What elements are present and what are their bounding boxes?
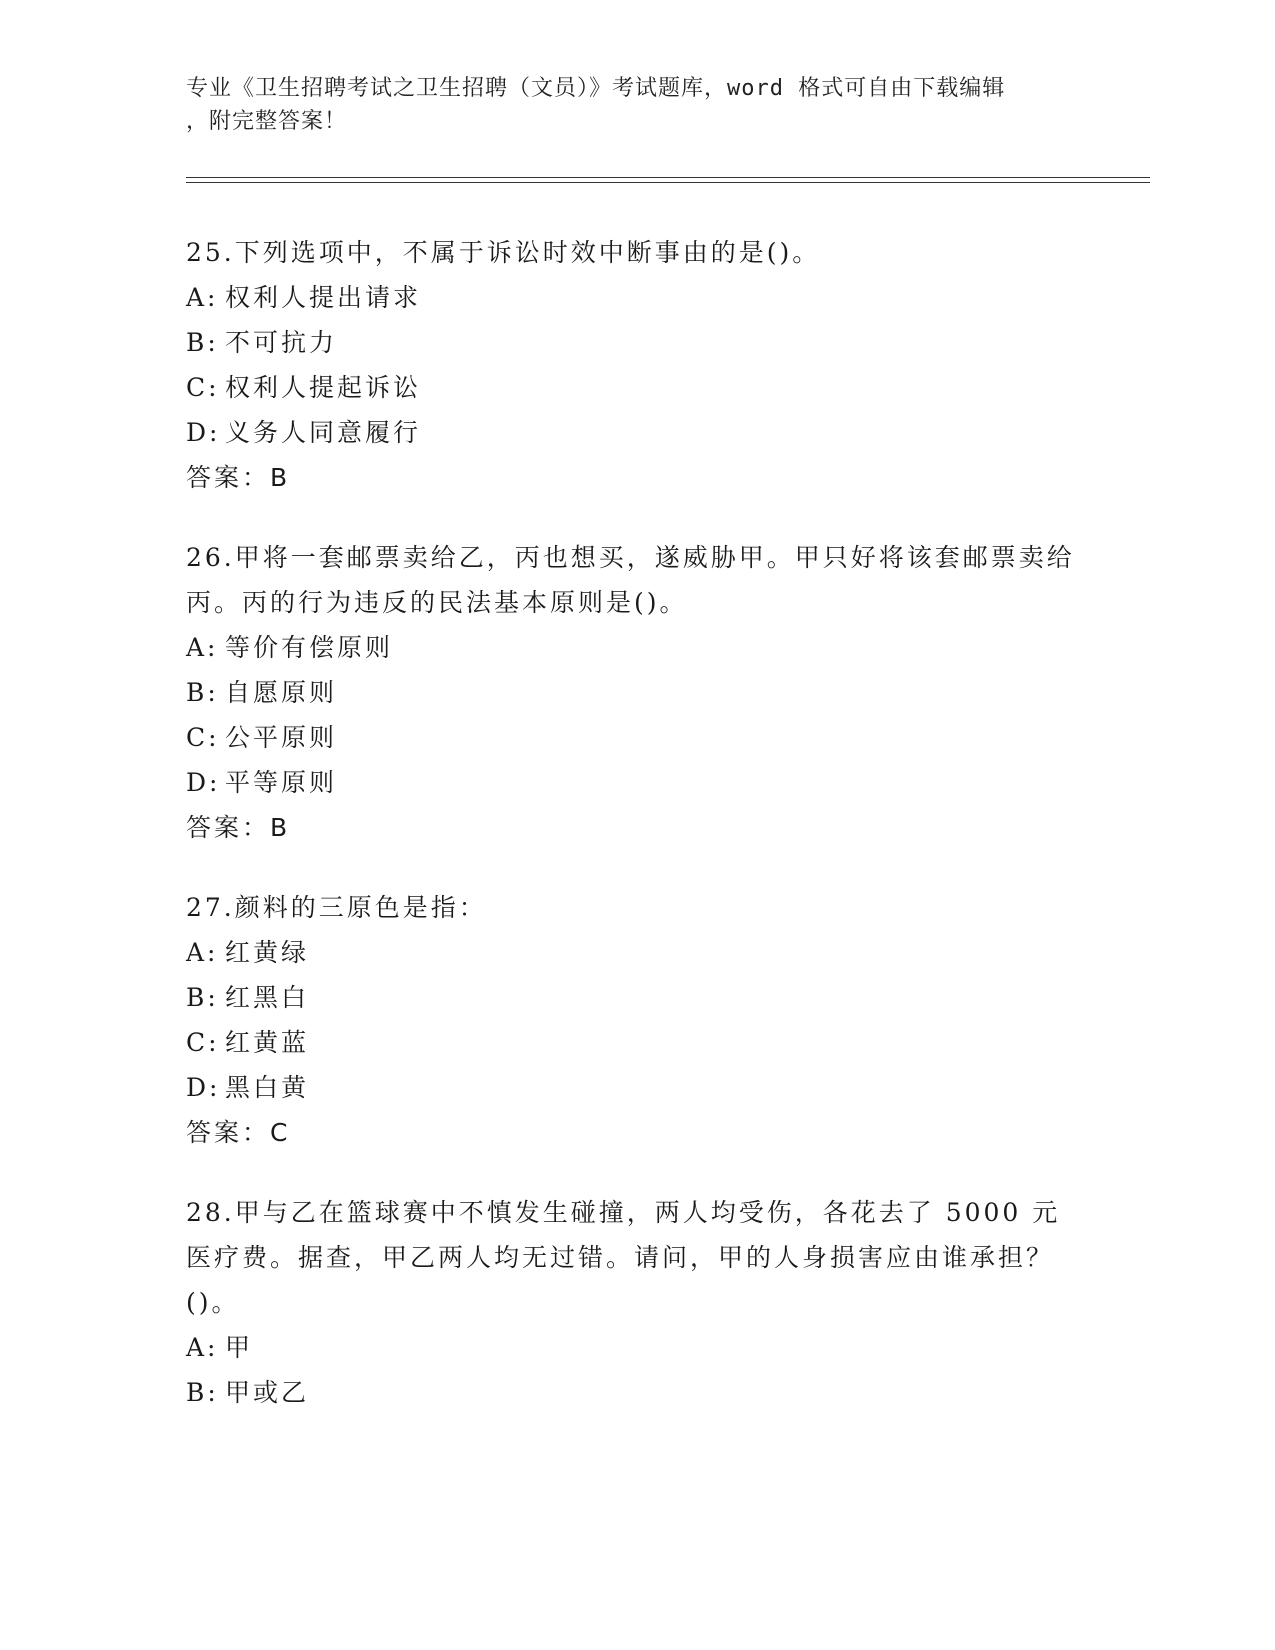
option-text: 黑白黄: [224, 1073, 309, 1102]
option-letter: B:: [186, 328, 219, 357]
option-b: [186, 975, 1086, 1020]
option-text: 甲: [224, 1333, 253, 1362]
option-a: [186, 625, 1086, 670]
option-letter: A:: [186, 633, 219, 662]
option-letter: B:: [186, 678, 219, 707]
question-27: [186, 885, 1086, 1155]
option-letter: C:: [186, 373, 220, 402]
option-c: [186, 1020, 1086, 1065]
option-text: 甲或乙: [224, 1378, 309, 1407]
option-d: [186, 1065, 1086, 1110]
option-a: [186, 930, 1086, 975]
question-stem: 28.甲与乙在篮球赛中不慎发生碰撞，两人均受伤，各花去了 5000 元医疗费。据查，甲乙两人均无过错。请问，甲的人身损害应由谁承担？()。: [186, 1198, 1061, 1317]
option-letter: D:: [186, 1073, 221, 1102]
option-text: 红黄蓝: [224, 1028, 309, 1057]
question-stem: 27.颜料的三原色是指：: [186, 893, 487, 922]
question-stem: 25.下列选项中，不属于诉讼时效中断事由的是()。: [186, 238, 821, 267]
answer-line: 答案：C: [186, 1118, 291, 1147]
document-header: 专业《卫生招聘考试之卫生招聘（文员）》考试题库，word 格式可自由下载编辑 ，附完整答案！: [186, 76, 1006, 134]
option-letter: B:: [186, 1378, 219, 1407]
option-letter: B:: [186, 983, 219, 1012]
question-28: [186, 1190, 1086, 1415]
answer-line: 答案：B: [186, 463, 291, 492]
option-letter: A:: [186, 938, 219, 967]
option-letter: D:: [186, 418, 221, 447]
option-d: [186, 410, 1086, 455]
option-text: 公平原则: [224, 723, 337, 752]
question-25: [186, 230, 1086, 500]
option-text: 权利人提起诉讼: [224, 373, 421, 402]
question-stem: 26.甲将一套邮票卖给乙，丙也想买，遂威胁甲。甲只好将该套邮票卖给丙。丙的行为违反的民法基本原则是()。: [186, 543, 1075, 617]
option-c: [186, 715, 1086, 760]
question-26: [186, 535, 1086, 850]
answer-line: 答案：B: [186, 813, 291, 842]
option-text: 权利人提出请求: [224, 283, 421, 312]
option-text: 红黑白: [224, 983, 309, 1012]
option-a: [186, 1325, 1086, 1370]
option-text: 自愿原则: [224, 678, 337, 707]
option-b: [186, 320, 1086, 365]
option-text: 义务人同意履行: [224, 418, 421, 447]
option-letter: A:: [186, 1333, 219, 1362]
option-a: [186, 275, 1086, 320]
option-letter: C:: [186, 723, 220, 752]
option-b: [186, 670, 1086, 715]
option-letter: C:: [186, 1028, 220, 1057]
option-b: [186, 1370, 1086, 1415]
question-list: [186, 230, 1086, 1450]
header-divider-top: [186, 177, 1150, 178]
option-letter: A:: [186, 283, 219, 312]
header-divider-bottom: [186, 182, 1150, 183]
option-d: [186, 760, 1086, 805]
option-text: 等价有偿原则: [224, 633, 393, 662]
option-text: 平等原则: [224, 768, 337, 797]
option-text: 红黄绿: [224, 938, 309, 967]
option-c: [186, 365, 1086, 410]
option-text: 不可抗力: [224, 328, 337, 357]
option-letter: D:: [186, 768, 221, 797]
